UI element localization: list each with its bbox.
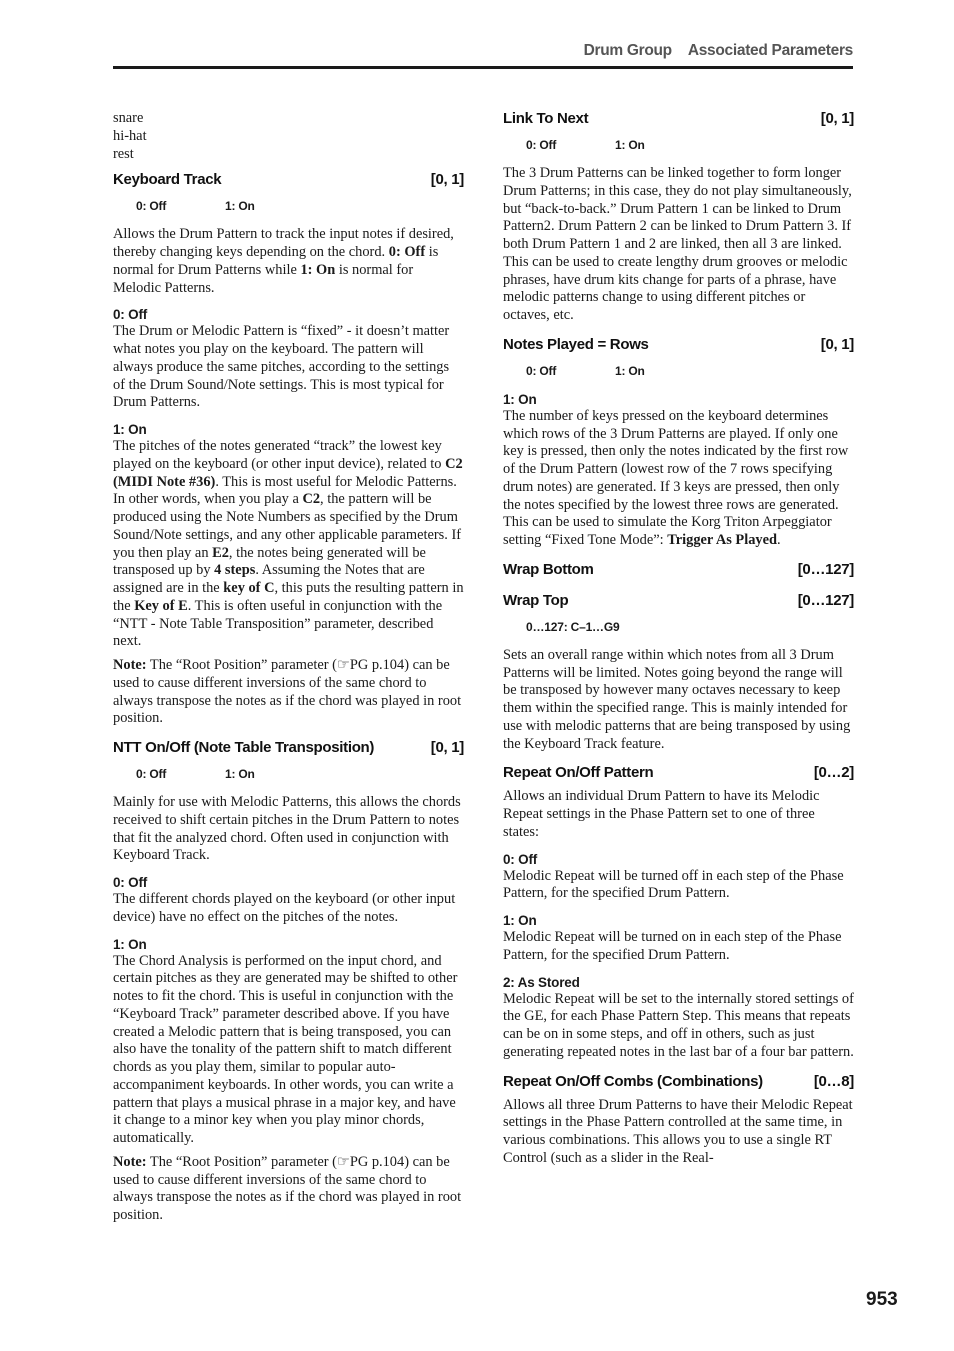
link-options xyxy=(503,138,854,152)
wrap-options xyxy=(503,620,854,634)
text-run: The “Root Position” parameter (☞PG p.104) can be used to cause different inversions of the same chord to always transpose the notes as if the chord was played in root position. xyxy=(113,657,462,727)
option-off: 0: Off xyxy=(526,363,557,378)
subheading-on: 1: On xyxy=(503,913,537,928)
off-description: The different chords played on the keyboard (or other input device) have no effect on the pitches of the notes. xyxy=(113,891,456,925)
text-run: is normal for Melodic Patterns. xyxy=(113,261,414,296)
off-description: The Drum or Melodic Pattern is “fixed” - it doesn’t matter what notes you play on the keyboard. The pattern will always produce the same pitches, according to the settings of the Drum Sound/Note settings. This is most typical for Drum Patterns. xyxy=(113,323,450,411)
on-description xyxy=(113,438,464,651)
param-range: [0, 1] xyxy=(820,110,854,127)
bold-run: key of C xyxy=(223,580,275,596)
param-title: Keyboard Track xyxy=(113,171,222,189)
link-to-next-heading xyxy=(503,110,854,128)
on-description xyxy=(503,408,854,550)
left-column xyxy=(113,110,464,1225)
option-on: 1: On xyxy=(615,138,645,152)
text-run: , the pattern will be produced using the Note Numbers as specified by the Drum Sound/Note settings, and any other applicable parameters. If you then play an xyxy=(113,491,462,561)
subheading-on: 1: On xyxy=(503,391,537,407)
text-run: The “Root Position” parameter (☞PG p.104) can be used to cause different inversions of the same chord to always transpose the notes as if the chord was played in root position. xyxy=(113,1153,462,1223)
note-paragraph xyxy=(113,1154,464,1225)
param-title: Notes Played = Rows xyxy=(503,335,649,353)
keyboard-track-description xyxy=(113,226,464,297)
param-title: Wrap Bottom xyxy=(503,560,594,578)
option-off: 0: Off xyxy=(526,138,557,152)
note-paragraph xyxy=(113,657,464,728)
on-description: Melodic Repeat will be turned on in each step of the Phase Pattern, for the specified Drum Pattern. xyxy=(503,929,842,963)
param-title: Link To Next xyxy=(503,110,589,127)
param-range: [0, 1] xyxy=(430,739,464,756)
option-off: 0: Off xyxy=(136,767,167,781)
note-label: Note: xyxy=(113,657,147,673)
option-off: 0: Off xyxy=(136,199,167,214)
note-label: Note: xyxy=(113,1153,147,1170)
text-run: is normal for Drum Patterns while xyxy=(113,244,439,278)
list-item: snare xyxy=(113,110,144,126)
notes-played-options xyxy=(503,364,854,378)
right-column xyxy=(503,110,854,1168)
bold-run: E2 xyxy=(212,544,229,561)
param-title: Repeat On/Off Combs (Combinations) xyxy=(503,1072,763,1090)
page-number: 953 xyxy=(866,1289,898,1310)
on-description: The Chord Analysis is performed on the input chord, and certain pitches as they are generated may be shifted to other notes to fit the chord. This is useful in conjunction with the “Keyboard Track” parameter described above. If you have created a Melodic pattern that is being transposed, you can also have the tonality of the pattern shift to match different chords as you play them, similar to popular auto-accompaniment keyboards. In other words, you can write a pattern that plays a musical phrase in a major key, and have it change to a minor key when you play minor chords, automatically. xyxy=(113,952,458,1146)
keyboard-track-heading xyxy=(113,171,464,189)
param-title: Wrap Top xyxy=(503,591,569,609)
bold-run: Key of E xyxy=(134,597,188,614)
bold-run: C2 (MIDI Note #36) xyxy=(113,455,463,490)
subheading-on: 1: On xyxy=(113,936,147,952)
param-title: Repeat On/Off Pattern xyxy=(503,764,654,782)
repeat-pattern-heading xyxy=(503,764,854,782)
ntt-description: Mainly for use with Melodic Patterns, this allows the chords received to shift certain pitches in the Drum Pattern to notes that fit the analyzed chord. Often used in conjunction with Keyboard Track. xyxy=(113,794,461,864)
repeat-combs-description: Allows all three Drum Patterns to have their Melodic Repeat settings in the Phase Pattern controlled at the same time, in various combinations. This allows you to use a single RT Control (such as a slider in the Real- xyxy=(503,1096,853,1166)
param-range: [0…2] xyxy=(813,764,854,782)
bold-run: 1: On xyxy=(300,261,336,278)
text-run: . This is most useful for Melodic Patterns. In other words, when you play a xyxy=(113,473,457,508)
wrap-top-heading xyxy=(503,592,854,610)
off-description: Melodic Repeat will be turned off in each step of the Phase Pattern, for the specified Drum Pattern. xyxy=(503,867,844,902)
repeat-combs-heading xyxy=(503,1073,854,1091)
bold-run: C2 xyxy=(302,491,321,508)
subheading-off: 0: Off xyxy=(113,307,148,323)
option-range: 0…127: C–1…G9 xyxy=(526,619,620,634)
subheading-off: 0: Off xyxy=(113,875,148,890)
subheading-off: 0: Off xyxy=(503,851,538,867)
wrap-description: Sets an overall range within which notes from all 3 Drum Patterns will be limited. Notes going beyond the range will be transposed by however many octaves necessary to keep them within the specified range. This is mainly intended for use with melodic patterns that are being transposed by using the Keyboard Track feature. xyxy=(503,646,851,752)
repeat-pattern-description: Allows an individual Drum Pattern to have its Melodic Repeat settings in the Phase Pattern set to one of three states: xyxy=(503,788,820,840)
ntt-options xyxy=(113,767,464,781)
subheading-as-stored: 2: As Stored xyxy=(503,974,580,990)
text-run: , the notes being generated will be transposed up by xyxy=(113,544,426,579)
text-run: Allows the Drum Pattern to track the input notes if desired, thereby changing keys depending on the chord. xyxy=(113,226,454,260)
param-title: NTT On/Off (Note Table Transposition) xyxy=(113,739,375,756)
link-description: The 3 Drum Patterns can be linked together to form longer Drum Patterns; in this case, they do not play simultaneously, but “back-to-back.” Drum Pattern 1 can be linked to Drum Pattern2. Drum Pattern 2 can be linked to Drum Pattern 3. If both Drum Pattern 1 and 2 are linked, then all 3 are linked. This can be used to create lengthy drum grooves or melodic phrases, have drum kits change for parts of a phrase, have melodic patterns change to using different pitches or octaves, etc. xyxy=(503,165,852,323)
param-range: [0, 1] xyxy=(430,171,464,189)
text-run: . Assuming the Notes that are assigned are in the xyxy=(113,562,425,596)
option-on: 1: On xyxy=(225,199,255,214)
text-run: , this puts the resulting pattern in the xyxy=(113,580,464,614)
param-range: [0…127] xyxy=(797,591,854,609)
running-header xyxy=(584,42,853,60)
param-range: [0…127] xyxy=(797,560,854,578)
param-range: [0, 1] xyxy=(820,335,854,353)
list-item: hi-hat xyxy=(113,127,147,144)
notes-played-heading xyxy=(503,336,854,354)
option-on: 1: On xyxy=(615,363,645,378)
text-run: . This is often useful in conjunction with the “NTT - Note Table Transposition” parameter, described next. xyxy=(113,597,443,650)
param-range: [0…8] xyxy=(813,1072,854,1090)
bold-run: Trigger As Played xyxy=(667,532,777,548)
header-section: Drum Group xyxy=(583,42,672,59)
subheading-on: 1: On xyxy=(113,422,147,437)
list-item: rest xyxy=(113,145,134,162)
text-run: The pitches of the notes generated “track” the lowest key played on the keyboard (or other input device), related to xyxy=(113,438,446,472)
as-stored-description: Melodic Repeat will be set to the internally stored settings of the GE, for each Phase Pattern Step. This means that repeats can be on in some steps, and off in others, such as just generating repeated notes in the last bar of a four bar pattern. xyxy=(503,990,854,1060)
text-run: . xyxy=(777,532,781,548)
text-run: The number of keys pressed on the keyboard determines which rows of the 3 Drum Patterns are played. If only one key is pressed, then only the notes indicated by the first row of the Drum Pattern (lowest row of the 7 rows specifying drum notes) are generated. If 3 keys are pressed, then only the notes specified by the lowest three rows are generated. This can be used to simulate the Korg Triton Arpeggiator setting “Fixed Tone Mode”: xyxy=(503,407,849,548)
bold-run: 4 steps xyxy=(214,562,256,579)
header-subsection: Associated Parameters xyxy=(687,42,853,59)
wrap-bottom-heading xyxy=(503,561,854,579)
bold-run: 0: Off xyxy=(388,244,426,260)
option-on: 1: On xyxy=(225,767,255,781)
keyboard-track-options xyxy=(113,199,464,213)
ntt-heading xyxy=(113,739,464,757)
header-rule xyxy=(113,66,853,69)
